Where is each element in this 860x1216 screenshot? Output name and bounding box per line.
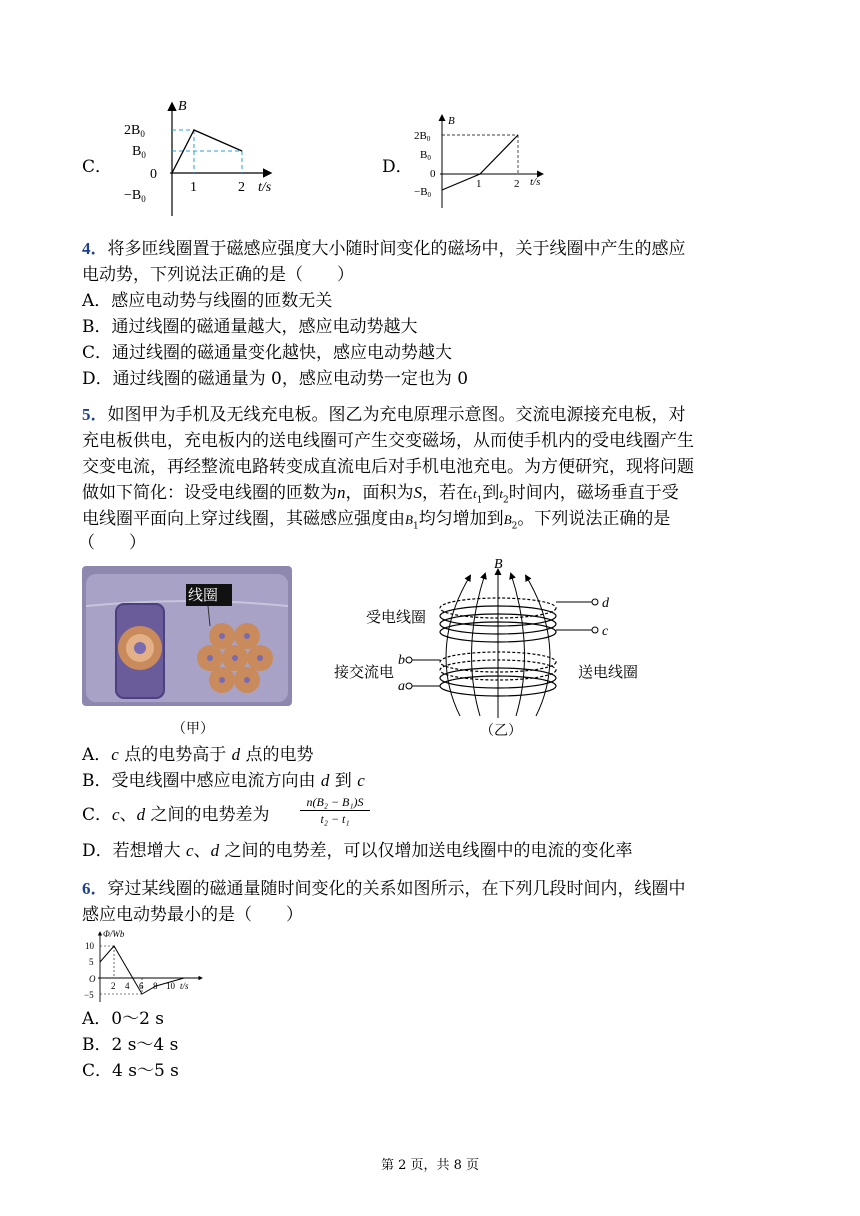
- graph-option-d: [408, 108, 558, 214]
- svg-text:B: B: [494, 557, 503, 572]
- q4-option-b[interactable]: B．通过线圈的磁通量越大，感应电动势越大: [82, 317, 418, 337]
- q6-flux-graph: [84, 928, 208, 1004]
- svg-text:5: 5: [89, 957, 94, 967]
- svg-text:1: 1: [476, 178, 482, 190]
- svg-text:8: 8: [153, 981, 158, 991]
- svg-text:0: 0: [430, 168, 436, 180]
- figure-yi-coil-diagram: [330, 556, 660, 726]
- svg-text:−B0: −B0: [414, 186, 432, 199]
- q4-stem-line1: 4．将多匝线圈置于磁感应强度大小随时间变化的磁场中，关于线圈中产生的感应: [82, 239, 686, 259]
- q5-option-b[interactable]: B．受电线圈中感应电流方向由 d 到 c: [82, 771, 365, 791]
- svg-text:O: O: [89, 974, 96, 984]
- svg-text:6: 6: [139, 981, 144, 991]
- svg-text:1: 1: [190, 180, 197, 195]
- svg-text:B0: B0: [420, 149, 431, 162]
- svg-text:4: 4: [125, 981, 130, 991]
- q6-stem-line1: 6．穿过某线圈的磁通量随时间变化的关系如图所示，在下列几段时间内，线圈中: [82, 879, 686, 899]
- svg-text:接交流电: 接交流电: [334, 665, 395, 681]
- figure-jia-phone-charger: [82, 566, 292, 706]
- q6-option-a[interactable]: A．0～2 s: [82, 1009, 165, 1029]
- option-d-label: D．: [382, 157, 413, 177]
- q6-option-c[interactable]: C．4 s～5 s: [82, 1061, 179, 1081]
- q4-option-d[interactable]: D．通过线圈的磁通量为 0，感应电动势一定也为 0: [82, 369, 469, 389]
- q6-number: 6．: [82, 879, 108, 898]
- q6-stem-line2: 感应电动势最小的是（ ）: [82, 905, 303, 925]
- fraction-numerator: n(B₂ − B₁)S: [300, 794, 370, 811]
- svg-text:2: 2: [514, 178, 520, 190]
- svg-text:−5: −5: [84, 990, 94, 1000]
- svg-text:B0: $B_0$: [132, 144, 146, 160]
- graph-c-y-axis: B: [178, 99, 187, 114]
- svg-text:2B0: 2B0: [414, 130, 431, 143]
- svg-text:−B0: $-B_0$: [124, 188, 146, 204]
- q4-number: 4．: [82, 239, 108, 258]
- svg-text:d: d: [602, 596, 609, 611]
- q4-option-c[interactable]: C．通过线圈的磁通量变化越快，感应电动势越大: [82, 343, 453, 363]
- svg-text:2: 2: [111, 981, 116, 991]
- svg-text:10: 10: [166, 981, 175, 991]
- q5-stem-line4: 做如下简化：设受电线圈的匝数为n，面积为S，若在$t_1$到$t_2$时间内，磁场垂直于受: [82, 483, 679, 506]
- q5-option-a[interactable]: A．c 点的电势高于 d 点的电势: [82, 745, 314, 765]
- figure-jia-caption: （甲）: [172, 721, 214, 737]
- option-c-label: C．: [82, 157, 113, 177]
- svg-text:t/s: t/s: [530, 176, 541, 188]
- q5-stem-line3: 交变电流，再经整流电路转变成直流电后对手机电池充电。为方便研究，现将问题: [82, 457, 694, 477]
- svg-text:0: 0: [150, 167, 157, 182]
- q6-option-b[interactable]: B．2 s～4 s: [82, 1035, 179, 1055]
- svg-text:送电线圈: 送电线圈: [578, 665, 639, 681]
- figure-jia-coil-tag: 线圈: [188, 586, 219, 604]
- svg-text:Φ/Wb: Φ/Wb: [103, 929, 125, 939]
- svg-text:a: a: [398, 679, 405, 694]
- q5-stem-line5: 电线圈平面向上穿过线圈，其磁感应强度由$B_1$均匀增加到$B_2$。下列说法正确的是: [82, 509, 671, 532]
- q5-option-d[interactable]: D．若想增大 c、d 之间的电势差，可以仅增加送电线圈中的电流的变化率: [82, 841, 633, 861]
- svg-text:t/s: t/s: [180, 981, 189, 991]
- q5-number: 5．: [82, 405, 108, 424]
- q5-option-c[interactable]: C．c、d 之间的电势差为: [82, 805, 270, 825]
- svg-text:t/s: t/s: [258, 180, 272, 195]
- q5-stem-line6: （ ）: [78, 533, 146, 553]
- q4-option-a[interactable]: A．感应电动势与线圈的匝数无关: [82, 291, 333, 311]
- svg-text:2B0: $2B_0$: [124, 123, 145, 139]
- q5-option-c-fraction: [300, 794, 370, 827]
- svg-text:受电线圈: 受电线圈: [366, 610, 427, 626]
- fraction-denominator: t₂ − t₁: [320, 812, 350, 826]
- q4-stem-line2: 电动势，下列说法正确的是（ ）: [82, 265, 354, 285]
- figure-yi-caption: （乙）: [480, 723, 522, 739]
- q5-stem-line1: 5．如图甲为手机及无线充电板。图乙为充电原理示意图。交流电源接充电板，对: [82, 405, 686, 425]
- svg-text:B: B: [448, 115, 455, 127]
- q5-stem-line2: 充电板供电，充电板内的送电线圈可产生交变磁场，从而使手机内的受电线圈产生: [82, 431, 694, 451]
- svg-text:2: 2: [238, 180, 245, 195]
- svg-text:b: b: [398, 653, 405, 668]
- page-footer: 第 2 页，共 8 页: [380, 1158, 480, 1173]
- svg-text:10: 10: [85, 941, 94, 951]
- svg-text:c: c: [602, 624, 609, 639]
- graph-option-c: [110, 96, 300, 226]
